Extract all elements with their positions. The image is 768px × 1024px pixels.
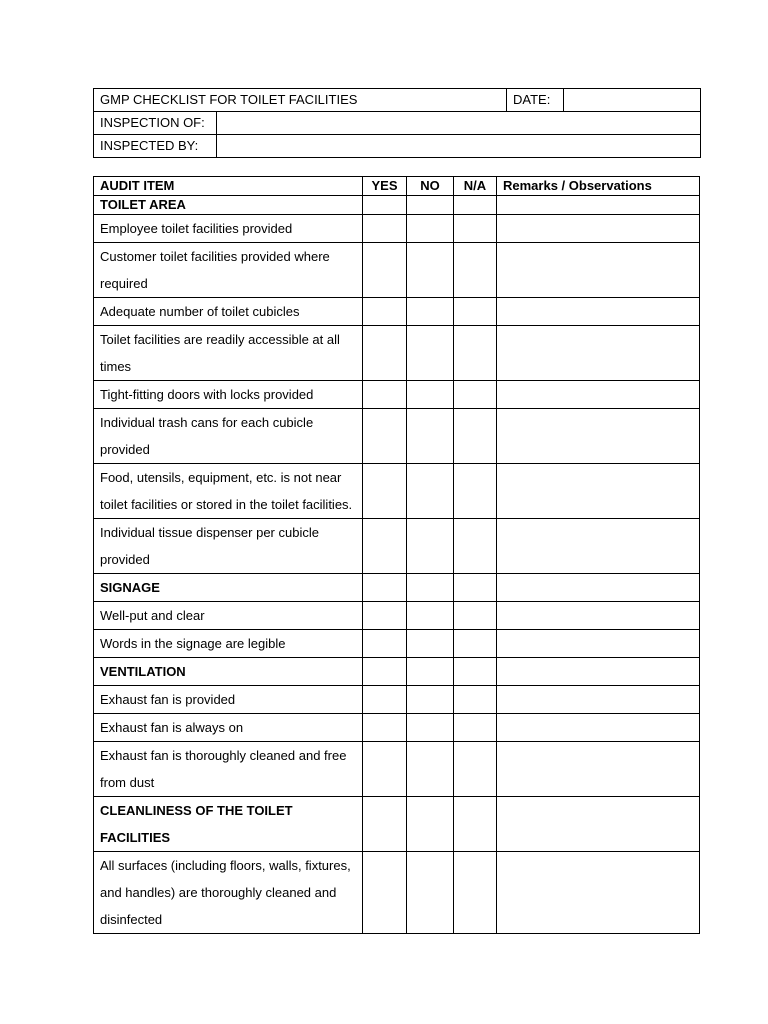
yes-cell[interactable] [363,464,407,519]
audit-item-row [94,686,700,714]
audit-item-row [94,409,700,464]
yes-cell[interactable] [363,298,407,326]
remarks-cell[interactable] [497,714,700,742]
audit-item-row [94,852,700,934]
no-cell[interactable] [407,215,454,243]
section-heading: VENTILATION [94,658,363,686]
audit-item-text: Individual trash cans for each cubicle provided [94,409,363,464]
yes-cell[interactable] [363,409,407,464]
yes-cell[interactable] [363,630,407,658]
audit-item-text: Words in the signage are legible [94,630,363,658]
section-heading: TOILET AREA [94,196,363,215]
na-cell[interactable] [454,409,497,464]
col-no: NO [407,177,454,196]
na-cell[interactable] [454,215,497,243]
remarks-cell[interactable] [497,381,700,409]
audit-item-row [94,464,700,519]
no-cell[interactable] [407,409,454,464]
no-cell[interactable] [407,602,454,630]
audit-item-text: Food, utensils, equipment, etc. is not near toilet facilities or stored in the toilet facilities. [94,464,363,519]
remarks-cell[interactable] [497,519,700,574]
remarks-cell[interactable] [497,243,700,298]
no-cell[interactable] [407,196,454,215]
yes-cell[interactable] [363,658,407,686]
col-yes: YES [363,177,407,196]
yes-cell[interactable] [363,797,407,852]
audit-item-text: Exhaust fan is provided [94,686,363,714]
col-na: N/A [454,177,497,196]
audit-item-row [94,630,700,658]
audit-item-text: Tight-fitting doors with locks provided [94,381,363,409]
audit-item-row [94,381,700,409]
na-cell[interactable] [454,574,497,602]
audit-header-row [94,177,700,196]
audit-item-row [94,602,700,630]
na-cell[interactable] [454,686,497,714]
remarks-cell[interactable] [497,742,700,797]
audit-item-row [94,243,700,298]
yes-cell[interactable] [363,574,407,602]
remarks-cell[interactable] [497,464,700,519]
yes-cell[interactable] [363,602,407,630]
remarks-cell[interactable] [497,326,700,381]
audit-item-text: Exhaust fan is thoroughly cleaned and free from dust [94,742,363,797]
header-table-lower [93,111,701,158]
yes-cell[interactable] [363,852,407,934]
remarks-cell[interactable] [497,602,700,630]
audit-item-text: Individual tissue dispenser per cubicle provided [94,519,363,574]
yes-cell[interactable] [363,196,407,215]
col-remarks: Remarks / Observations [497,177,700,196]
audit-item-text: Exhaust fan is always on [94,714,363,742]
na-cell[interactable] [454,243,497,298]
yes-cell[interactable] [363,326,407,381]
remarks-cell[interactable] [497,658,700,686]
no-cell[interactable] [407,630,454,658]
na-cell[interactable] [454,714,497,742]
yes-cell[interactable] [363,714,407,742]
no-cell[interactable] [407,852,454,934]
na-cell[interactable] [454,742,497,797]
na-cell[interactable] [454,298,497,326]
section-row [94,574,700,602]
audit-item-text: All surfaces (including floors, walls, fixtures, and handles) are thoroughly cleaned and disinfected [94,852,363,934]
remarks-cell[interactable] [497,574,700,602]
na-cell[interactable] [454,196,497,215]
inspected-by-label: INSPECTED BY: [94,135,217,158]
no-cell[interactable] [407,574,454,602]
section-row [94,196,700,215]
no-cell[interactable] [407,686,454,714]
audit-item-row [94,215,700,243]
na-cell[interactable] [454,658,497,686]
remarks-cell[interactable] [497,298,700,326]
audit-item-row [94,714,700,742]
remarks-cell[interactable] [497,215,700,243]
remarks-cell[interactable] [497,196,700,215]
no-cell[interactable] [407,381,454,409]
no-cell[interactable] [407,298,454,326]
no-cell[interactable] [407,464,454,519]
na-cell[interactable] [454,630,497,658]
section-heading: CLEANLINESS OF THE TOILET FACILITIES [94,797,363,852]
na-cell[interactable] [454,602,497,630]
na-cell[interactable] [454,464,497,519]
no-cell[interactable] [407,797,454,852]
yes-cell[interactable] [363,519,407,574]
audit-item-row [94,519,700,574]
no-cell[interactable] [407,243,454,298]
audit-table [93,176,700,934]
na-cell[interactable] [454,852,497,934]
col-audit-item: AUDIT ITEM [94,177,363,196]
yes-cell[interactable] [363,381,407,409]
remarks-cell[interactable] [497,797,700,852]
header-table [93,88,701,112]
section-row [94,797,700,852]
no-cell[interactable] [407,714,454,742]
audit-body [94,196,700,934]
audit-item-text: Adequate number of toilet cubicles [94,298,363,326]
na-cell[interactable] [454,326,497,381]
section-row [94,658,700,686]
no-cell[interactable] [407,658,454,686]
inspected-by-field[interactable] [217,135,701,158]
no-cell[interactable] [407,326,454,381]
yes-cell[interactable] [363,742,407,797]
checklist-title: GMP CHECKLIST FOR TOILET FACILITIES [94,89,507,112]
yes-cell[interactable] [363,686,407,714]
section-heading: SIGNAGE [94,574,363,602]
na-cell[interactable] [454,519,497,574]
date-field[interactable] [564,89,701,112]
inspection-of-label: INSPECTION OF: [94,112,217,135]
no-cell[interactable] [407,519,454,574]
date-label: DATE: [507,89,564,112]
remarks-cell[interactable] [497,686,700,714]
audit-item-row [94,742,700,797]
audit-item-row [94,326,700,381]
audit-item-text: Customer toilet facilities provided where required [94,243,363,298]
na-cell[interactable] [454,797,497,852]
remarks-cell[interactable] [497,409,700,464]
yes-cell[interactable] [363,243,407,298]
inspection-of-field[interactable] [217,112,701,135]
na-cell[interactable] [454,381,497,409]
audit-item-text: Well-put and clear [94,602,363,630]
audit-item-text: Toilet facilities are readily accessible at all times [94,326,363,381]
yes-cell[interactable] [363,215,407,243]
no-cell[interactable] [407,742,454,797]
audit-item-row [94,298,700,326]
remarks-cell[interactable] [497,852,700,934]
audit-item-text: Employee toilet facilities provided [94,215,363,243]
remarks-cell[interactable] [497,630,700,658]
